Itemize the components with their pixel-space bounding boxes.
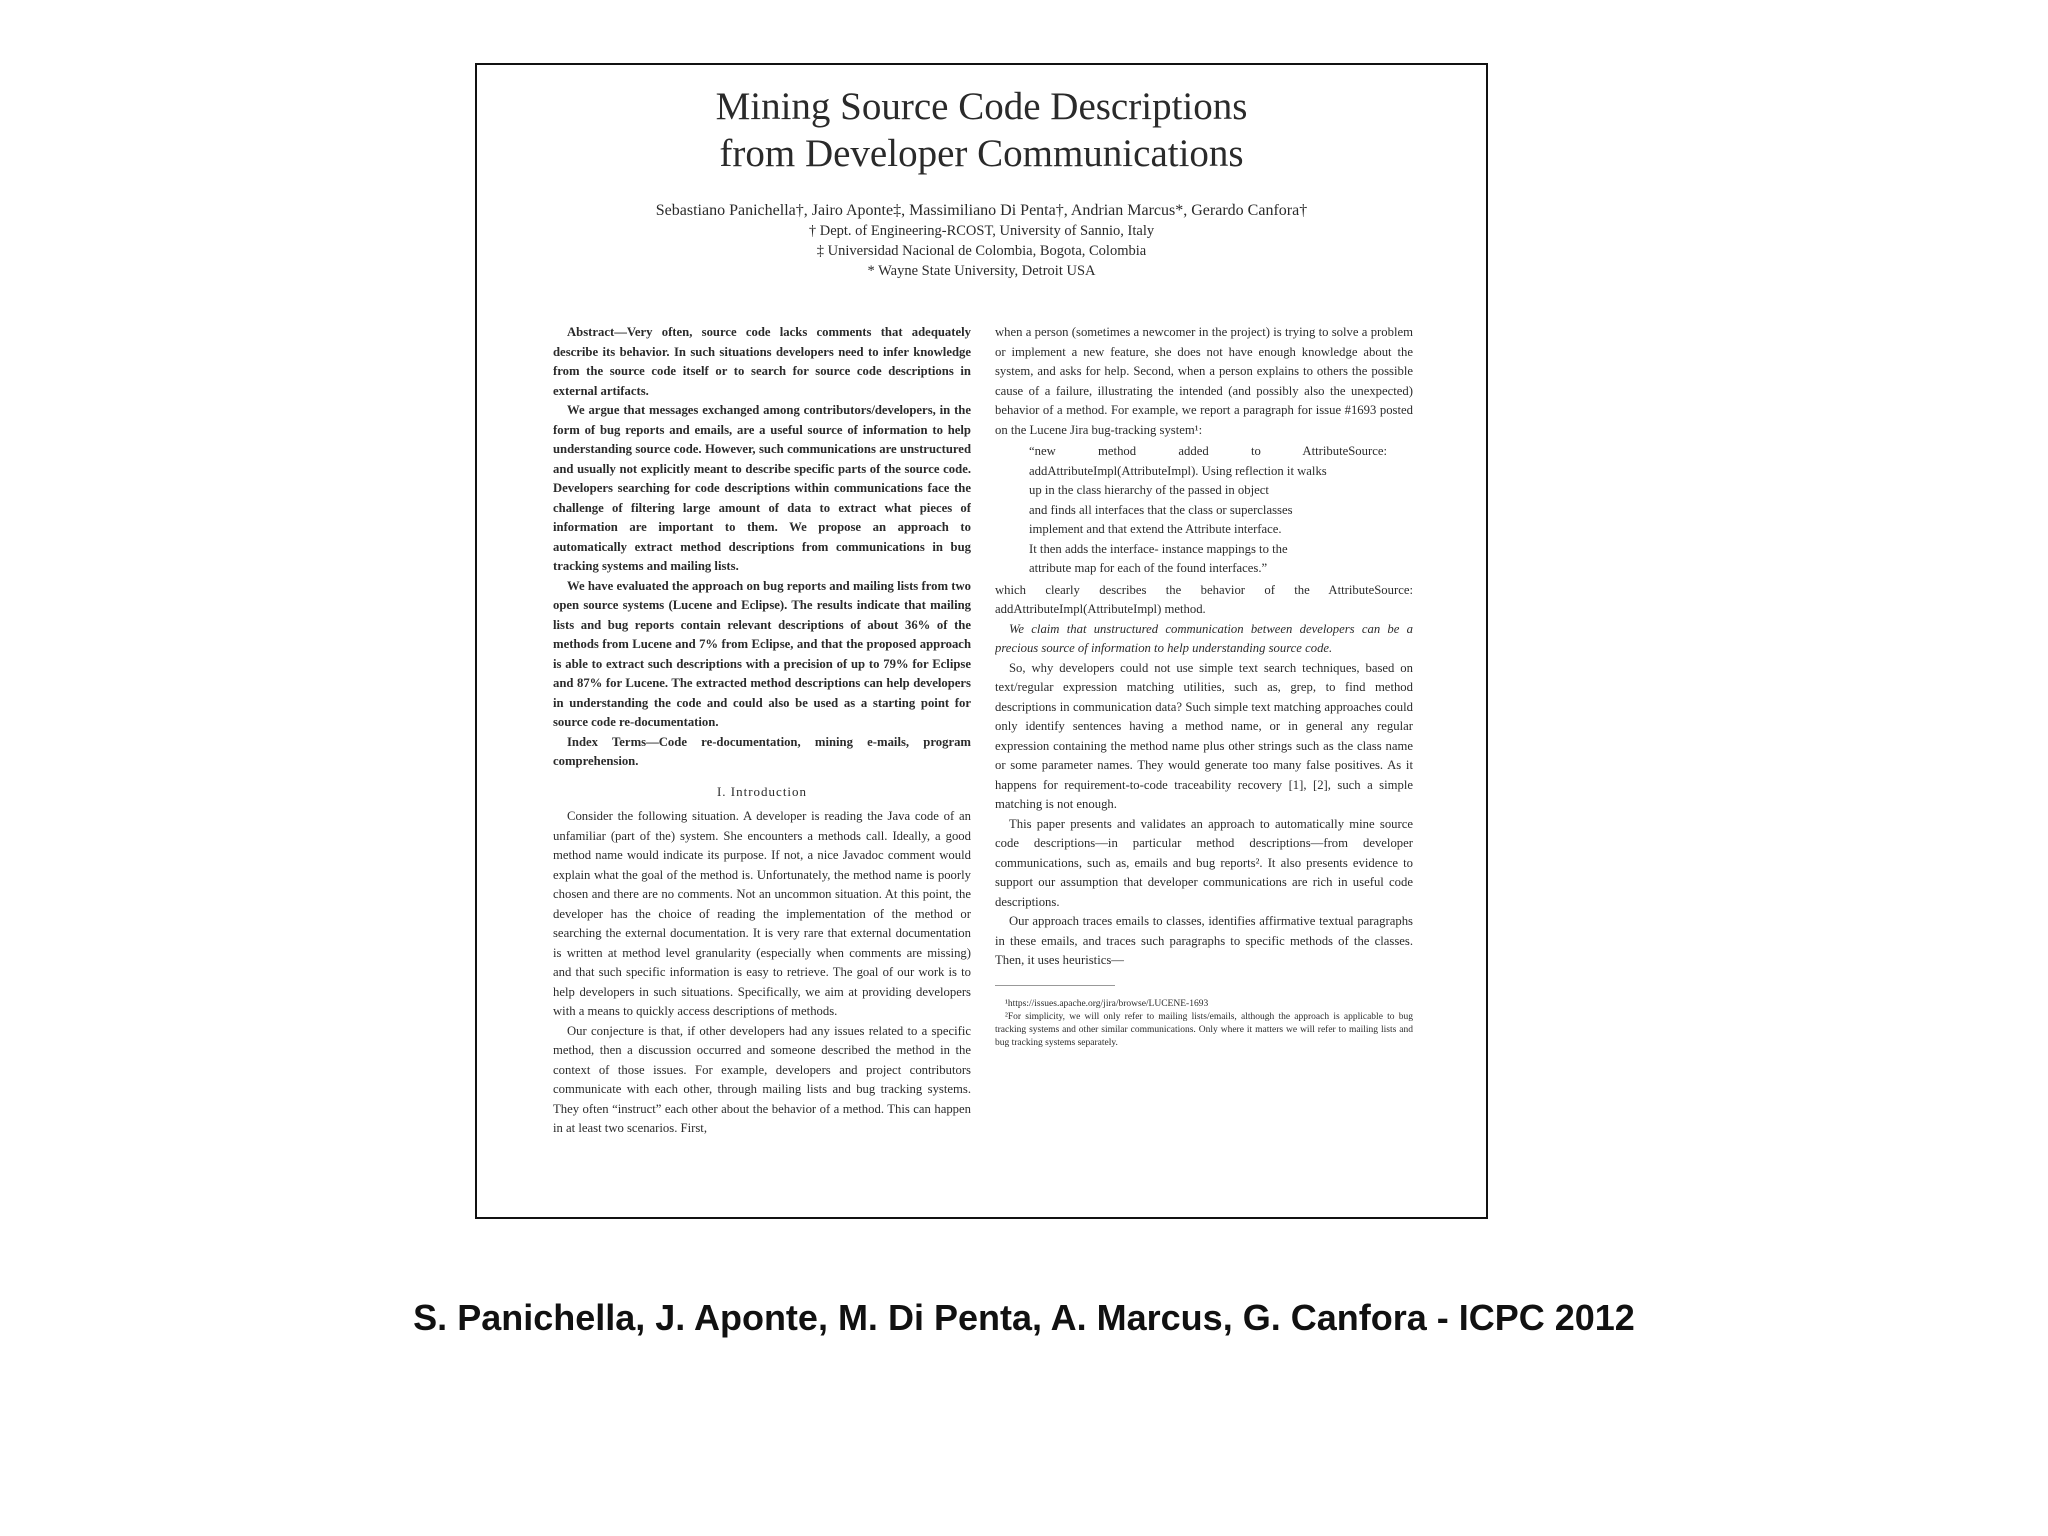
claim-paragraph: We claim that unstructured communication between developers can be a precious source of information to help understanding source code. [995,621,1413,655]
affiliation-3: * Wayne State University, Detroit USA [867,263,1096,279]
slide-caption: S. Panichella, J. Aponte, M. Di Penta, A. Marcus, G. Canfora - ICPC 2012 [413,1297,1635,1338]
quoted-issue-text [1029,442,1387,579]
paper-title-line-1: Mining Source Code Descriptions [715,85,1248,128]
body-paragraph: So, why developers could not use simple text search techniques, based on text/regular expression matching utilities, such as, grep, to find method descriptions in communication data? Such simple text matching approaches could only identify sentences having a method name, or in general any regular expression containing the method name plus other strings such as the class name or some parameter names. They would generate too many false positives. As it happens for requirement-to-code traceability recovery [1], [2], such a simple matching is not enough. [995,660,1413,811]
affiliation-2: ‡ Universidad Nacional de Colombia, Bogota, Colombia [816,243,1147,259]
body-paragraph: which clearly describes the behavior of the AttributeSource: addAttributeImpl(AttributeImpl) method. [995,582,1413,616]
body-paragraph: This paper presents and validates an approach to automatically mine source code descriptions—in particular method descriptions—from developer communications, such as, emails and bug reports². It also presents evidence to support our assumption that developer communications are rich in useful code descriptions. [995,816,1413,909]
quote-line: implement and that extend the Attribute interface. [1029,522,1282,536]
quote-line: up in the class hierarchy of the passed in object [1029,483,1269,497]
body-paragraph: Our conjecture is that, if other developers had any issues related to a specific method, then a discussion occurred and someone described the method in the context of those issues. For example, developers and project contributors communicate with each other, through mailing lists and bug tracking systems. They often “instruct” each other about the behavior of a method. This can happen in at least two scenarios. First, [553,1023,971,1135]
quote-line: “new method added to AttributeSource: addAttributeImpl(AttributeImpl). Using reflection it walks [1029,444,1387,478]
body-paragraph: when a person (sometimes a newcomer in the project) is trying to solve a problem or implement a new feature, she does not have enough knowledge about the system, and asks for help. Second, when a person explains to others the possible cause of a failure, illustrating the intended (and possibly also the unexpected) behavior of a method. For example, we report a paragraph for issue #1693 posted on the Lucene Jira bug-tracking system¹: [995,325,1413,437]
abstract-paragraph: We argue that messages exchanged among contributors/developers, in the form of bug reports and emails, are a useful source of information to help understanding source code. However, such communications are unstructured and usually not explicitly meant to describe specific parts of the source code. Developers searching for code descriptions within communications face the challenge of filtering large amount of data to extract what pieces of information are important to them. We propose an approach to automatically extract method descriptions from communications in bug tracking systems and mailing lists. [553,403,971,573]
abstract-paragraph: Abstract—Very often, source code lacks comments that adequately describe its behavior. In such situations developers need to infer knowledge from the source code itself or to search for source code descriptions in external artifacts. [553,325,971,398]
right-column [995,323,1413,1203]
quote-line: It then adds the interface- instance mappings to the [1029,541,1288,556]
footnote-divider [995,985,1115,986]
affiliation-1: † Dept. of Engineering-RCOST, University of Sannio, Italy [808,223,1155,239]
footnote: ¹https://issues.apache.org/jira/browse/LUCENE-1693 [1005,998,1209,1009]
footnote: ²For simplicity, we will only refer to mailing lists/emails, although the approach is applicable to bug tracking systems and other similar communications. Only where it matters we will refer to mailing lists and bug tracking systems separately. [995,1011,1413,1048]
paper-page [475,63,1488,1219]
paper-title [477,83,1486,177]
body-paragraph: Our approach traces emails to classes, identifies affirmative textual paragraphs in these emails, and traces such paragraphs to specific methods of the classes. Then, it uses heuristics— [995,914,1413,967]
body-paragraph: Consider the following situation. A developer is reading the Java code of an unfamiliar (part of the) system. She encounters a methods call. Ideally, a good method name would indicate its purpose. If not, a nice Javadoc comment would explain what the goal of the method is. Unfortunately, the method name is poorly chosen and there are no comments. Not an uncommon situation. At this point, the developer has the choice of reading the implementation of the method or searching the external documentation. It is very rare that external documentation is written at method level granularity (especially when comments are missing) and that such specific information is easy to retrieve. The goal of our work is to help developers in such situations. Specifically, we aim at providing developers with a means to quickly access descriptions of methods. [553,809,971,1018]
quote-line: and finds all interfaces that the class or superclasses [1029,502,1293,517]
section-heading: I. Introduction [716,783,808,799]
abstract-paragraph: We have evaluated the approach on bug reports and mailing lists from two open source systems (Lucene and Eclipse). The results indicate that mailing lists and bug reports contain relevant descriptions of about 36% of the methods from Lucene and 7% from Eclipse, and that the proposed approach is able to extract such descriptions with a precision of up to 79% for Eclipse and 87% for Lucene. The extracted method descriptions can help developers in understanding the code and could also be used as a starting point for source code re-documentation. [553,578,971,729]
index-terms: Index Terms—Code re-documentation, mining e-mails, program comprehension. [553,734,971,768]
left-column [553,323,971,1203]
paper-title-line-2: from Developer Communications [719,132,1244,175]
footnotes [995,998,1413,1050]
paper-authors: Sebastiano Panichella†, Jairo Aponte‡, Massimiliano Di Penta†, Andrian Marcus*, Gerardo Canfora† [655,202,1308,219]
quote-line: attribute map for each of the found interfaces.” [1029,561,1268,575]
paper-authors-block [477,201,1486,281]
